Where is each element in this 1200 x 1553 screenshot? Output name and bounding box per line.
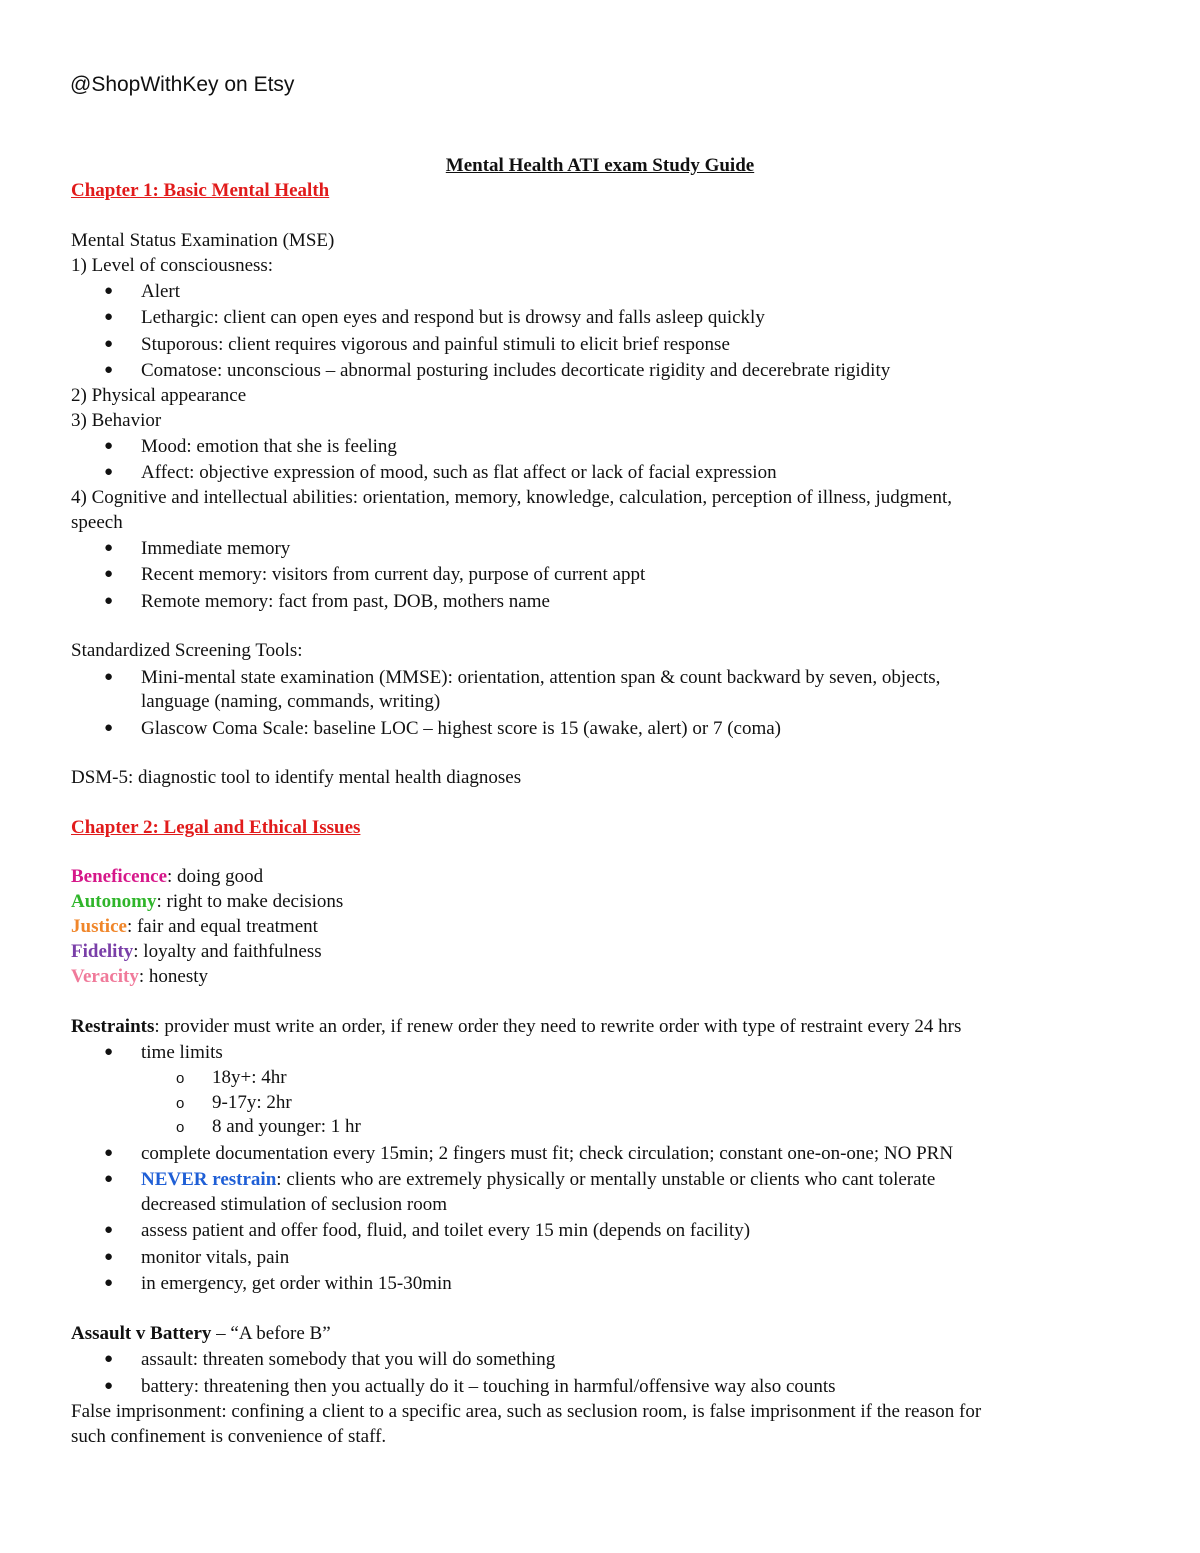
bullet-icon: ● (104, 1222, 114, 1238)
principle-justice: Justice: fair and equal treatment (71, 916, 318, 937)
physical-appearance: 2) Physical appearance (71, 385, 247, 406)
false-imprisonment-line: such confinement is convenience of staff. (71, 1426, 387, 1447)
list-item: ● Comatose: unconscious – abnormal posturing includes decorticate rigidity and decerebrate rigidity (104, 360, 891, 381)
bullet-icon: ● (104, 669, 114, 685)
list-item: ● assess patient and offer food, fluid, and toilet every 15 min (depends on facility) (104, 1220, 751, 1241)
bullet-icon: ● (104, 540, 114, 556)
list-item: ● Affect: objective expression of mood, such as flat affect or lack of facial expression (104, 462, 777, 483)
bullet-icon: ● (104, 720, 114, 736)
bullet-icon: ● (104, 309, 114, 325)
list-item: ● Lethargic: client can open eyes and respond but is drowsy and falls asleep quickly (104, 307, 765, 328)
circle-bullet-icon: o (176, 1095, 185, 1112)
cognitive-line: 4) Cognitive and intellectual abilities: orientation, memory, knowledge, calculation, perception of illness, judgment, (71, 487, 952, 508)
sub-list-item: o 8 and younger: 1 hr (176, 1115, 361, 1140)
list-item: ● assault: threaten somebody that you will do something (104, 1349, 556, 1370)
list-item-continued: language (naming, commands, writing) (141, 691, 441, 712)
list-item: ● NEVER restrain: clients who are extremely physically or mentally unstable or clients who cant tolerate (104, 1169, 936, 1190)
bullet-icon: ● (104, 1145, 114, 1161)
screening-title: Standardized Screening Tools: (71, 640, 303, 661)
list-item: ● battery: threatening then you actually do it – touching in harmful/offensive way also counts (104, 1376, 836, 1397)
mse-title: Mental Status Examination (MSE) (71, 230, 335, 251)
list-item: ● Alert (104, 281, 181, 302)
dsm-line: DSM-5: diagnostic tool to identify mental health diagnoses (71, 767, 522, 788)
list-item: ● Recent memory: visitors from current day, purpose of current appt (104, 564, 646, 585)
list-item: ● Mood: emotion that she is feeling (104, 436, 397, 457)
list-item: ● complete documentation every 15min; 2 fingers must fit; check circulation; constant one-on-one; NO PRN (104, 1143, 954, 1164)
bullet-icon: ● (104, 1044, 114, 1060)
list-item: ● Stuporous: client requires vigorous and painful stimuli to elicit brief response (104, 334, 730, 355)
cognitive-line: speech (71, 512, 123, 533)
chapter-1-heading: Chapter 1: Basic Mental Health (71, 180, 330, 201)
bullet-icon: ● (104, 1378, 114, 1394)
circle-bullet-icon: o (176, 1119, 185, 1136)
watermark: @ShopWithKey on Etsy (70, 73, 295, 96)
circle-bullet-icon: o (176, 1070, 185, 1087)
list-item-continued: decreased stimulation of seclusion room (141, 1194, 448, 1215)
list-item: ● Glascow Coma Scale: baseline LOC – highest score is 15 (awake, alert) or 7 (coma) (104, 718, 781, 739)
principle-beneficence: Beneficence: doing good (71, 866, 264, 887)
principle-veracity: Veracity: honesty (71, 966, 209, 987)
bullet-icon: ● (104, 593, 114, 609)
list-item: ● time limits (104, 1042, 223, 1063)
assault-battery-line: Assault v Battery – “A before B” (71, 1323, 331, 1344)
bullet-icon: ● (104, 1275, 114, 1291)
document-title: Mental Health ATI exam Study Guide (445, 155, 755, 176)
list-item: ● monitor vitals, pain (104, 1247, 290, 1268)
bullet-icon: ● (104, 464, 114, 480)
false-imprisonment-line: False imprisonment: confining a client to a specific area, such as seclusion room, is false imprisonment if the reason for (71, 1401, 982, 1422)
bullet-icon: ● (104, 1249, 114, 1265)
restraints-line: Restraints: provider must write an order, if renew order they need to rewrite order with type of restraint every 24 hrs (71, 1016, 962, 1037)
behavior-title: 3) Behavior (71, 410, 162, 431)
bullet-icon: ● (104, 438, 114, 454)
bullet-icon: ● (104, 283, 114, 299)
bullet-icon: ● (104, 1171, 114, 1187)
list-item: ● Remote memory: fact from past, DOB, mothers name (104, 591, 550, 612)
list-item: ● Mini-mental state examination (MMSE): orientation, attention span & count backward by seven, objects, (104, 667, 941, 688)
principle-fidelity: Fidelity: loyalty and faithfulness (71, 941, 322, 962)
principle-autonomy: Autonomy: right to make decisions (71, 891, 344, 912)
list-item: ● in emergency, get order within 15-30min (104, 1273, 452, 1294)
bullet-icon: ● (104, 336, 114, 352)
sub-list-item: o 18y+: 4hr (176, 1066, 287, 1091)
bullet-icon: ● (104, 566, 114, 582)
chapter-2-heading: Chapter 2: Legal and Ethical Issues (71, 817, 361, 838)
bullet-icon: ● (104, 1351, 114, 1367)
bullet-icon: ● (104, 362, 114, 378)
loc-title: 1) Level of consciousness: (71, 255, 274, 276)
sub-list-item: o 9-17y: 2hr (176, 1091, 292, 1116)
list-item: ● Immediate memory (104, 538, 291, 559)
